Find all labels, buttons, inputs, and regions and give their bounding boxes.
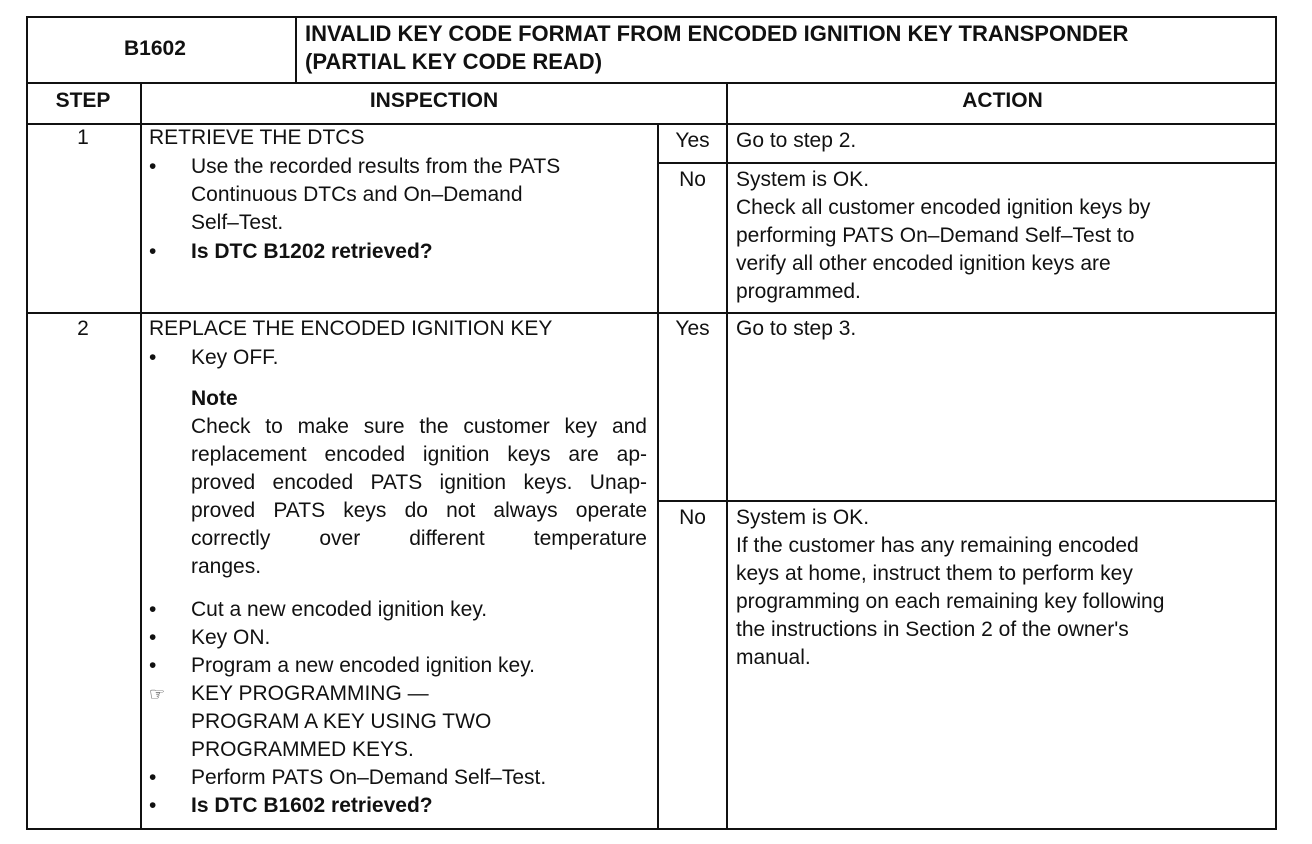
rule-action-column (726, 83, 728, 830)
bullet-icon: • (149, 766, 157, 789)
column-header-inspection: INSPECTION (369, 89, 499, 112)
step2-bullet-perform (149, 764, 649, 792)
dtc-title-line2: (PARTIAL KEY CODE READ) (305, 49, 603, 74)
column-header-step: STEP (55, 89, 111, 112)
bullet-icon: • (149, 794, 157, 817)
step2-note-title: Note (191, 387, 238, 410)
step1-no-action-line4: verify all other encoded ignition keys are (736, 252, 1111, 275)
step2-perform-text: Perform PATS On–Demand Self–Test. (191, 766, 547, 789)
step2-no-action-line1: System is OK. (736, 506, 870, 529)
step1-bullet1-line1: Use the recorded results from the PATS (191, 155, 561, 178)
step2-bullet-key-on (149, 624, 649, 652)
step2-program-text: Program a new encoded ignition key. (191, 654, 535, 677)
dtc-title-line1: INVALID KEY CODE FORMAT FROM ENCODED IGNITION KEY TRANSPONDER (305, 21, 1129, 46)
step2-no-action-line4: programming on each remaining key following (736, 590, 1165, 613)
step2-note-line1: Check to make sure the customer key and (191, 415, 647, 438)
column-header-action: ACTION (962, 89, 1043, 112)
rule-step2-yes-no (658, 500, 1277, 502)
step1-question (149, 238, 649, 266)
step1-no-action-line3: performing PATS On–Demand Self–Test to (736, 224, 1135, 247)
step1-number: 1 (77, 126, 89, 149)
rule-step1-yes-no (658, 162, 1277, 164)
step2-note-line5: correctly over different temperature (191, 527, 647, 550)
step2-bullet-key-off (149, 344, 649, 372)
step1-bullet1-line2: Continuous DTCs and On–Demand (191, 183, 523, 206)
rule-yes-no-column (657, 124, 659, 830)
step1-yes-action: Go to step 2. (736, 129, 857, 152)
step2-no-action-line3: keys at home, instruct them to perform key (736, 562, 1133, 585)
step2-bullet-program (149, 652, 649, 680)
step1-no-action (736, 166, 1271, 306)
step1-no-action-line2: Check all customer encoded ignition keys by (736, 196, 1151, 219)
step1-no-action-line1: System is OK. (736, 168, 870, 191)
step1-no-label: No (679, 168, 706, 191)
step2-note-body (191, 413, 647, 581)
step1-no-action-line5: programmed. (736, 280, 861, 303)
rule-header-divider (295, 16, 297, 83)
bullet-icon: • (149, 626, 157, 649)
step2-ref-line1: KEY PROGRAMMING — (191, 682, 429, 705)
step2-cut-text: Cut a new encoded ignition key. (191, 598, 488, 621)
step2-note-line6: ranges. (191, 555, 262, 578)
step2-no-action-line5: the instructions in Section 2 of the owner's (736, 618, 1129, 641)
step2-note-line4: proved PATS keys do not always operate (191, 499, 647, 522)
step2-note-line2: replacement encoded ignition keys are ap- (191, 443, 647, 466)
step2-reference-key-programming (149, 680, 649, 764)
step2-key-off-text: Key OFF. (191, 346, 279, 369)
step2-no-action-line6: manual. (736, 646, 811, 669)
step2-key-on-text: Key ON. (191, 626, 271, 649)
step2-yes-action: Go to step 3. (736, 317, 857, 340)
bullet-icon: • (149, 155, 157, 178)
step1-heading: RETRIEVE THE DTCS (149, 126, 365, 149)
rule-step-column (140, 83, 142, 830)
rule-below-header (26, 82, 1277, 84)
step1-bullet1-line3: Self–Test. (191, 211, 284, 234)
step1-bullet-recorded-results (149, 153, 649, 237)
step1-yes-label: Yes (675, 129, 710, 152)
rule-between-steps (26, 312, 1277, 314)
step2-question (149, 792, 649, 820)
bullet-icon: • (149, 598, 157, 621)
step2-ref-line3: PROGRAMMED KEYS. (191, 738, 414, 761)
step2-question-text: Is DTC B1602 retrieved? (191, 794, 433, 817)
bullet-icon: • (149, 346, 157, 369)
step2-yes-label: Yes (675, 317, 710, 340)
step2-number: 2 (77, 317, 89, 340)
step2-no-action-line2: If the customer has any remaining encoded (736, 534, 1139, 557)
step2-heading: REPLACE THE ENCODED IGNITION KEY (149, 317, 553, 340)
step2-no-action (736, 504, 1271, 672)
step2-no-label: No (679, 506, 706, 529)
bullet-icon: • (149, 654, 157, 677)
step2-bullet-cut (149, 596, 649, 624)
bullet-icon: • (149, 240, 157, 263)
step1-question-text: Is DTC B1202 retrieved? (191, 240, 433, 263)
step2-note-line3: proved encoded PATS ignition keys. Unap- (191, 471, 647, 494)
step2-ref-line2: PROGRAM A KEY USING TWO (191, 710, 492, 733)
pointing-hand-icon: ☞ (149, 684, 166, 704)
dtc-code: B1602 (124, 37, 186, 60)
